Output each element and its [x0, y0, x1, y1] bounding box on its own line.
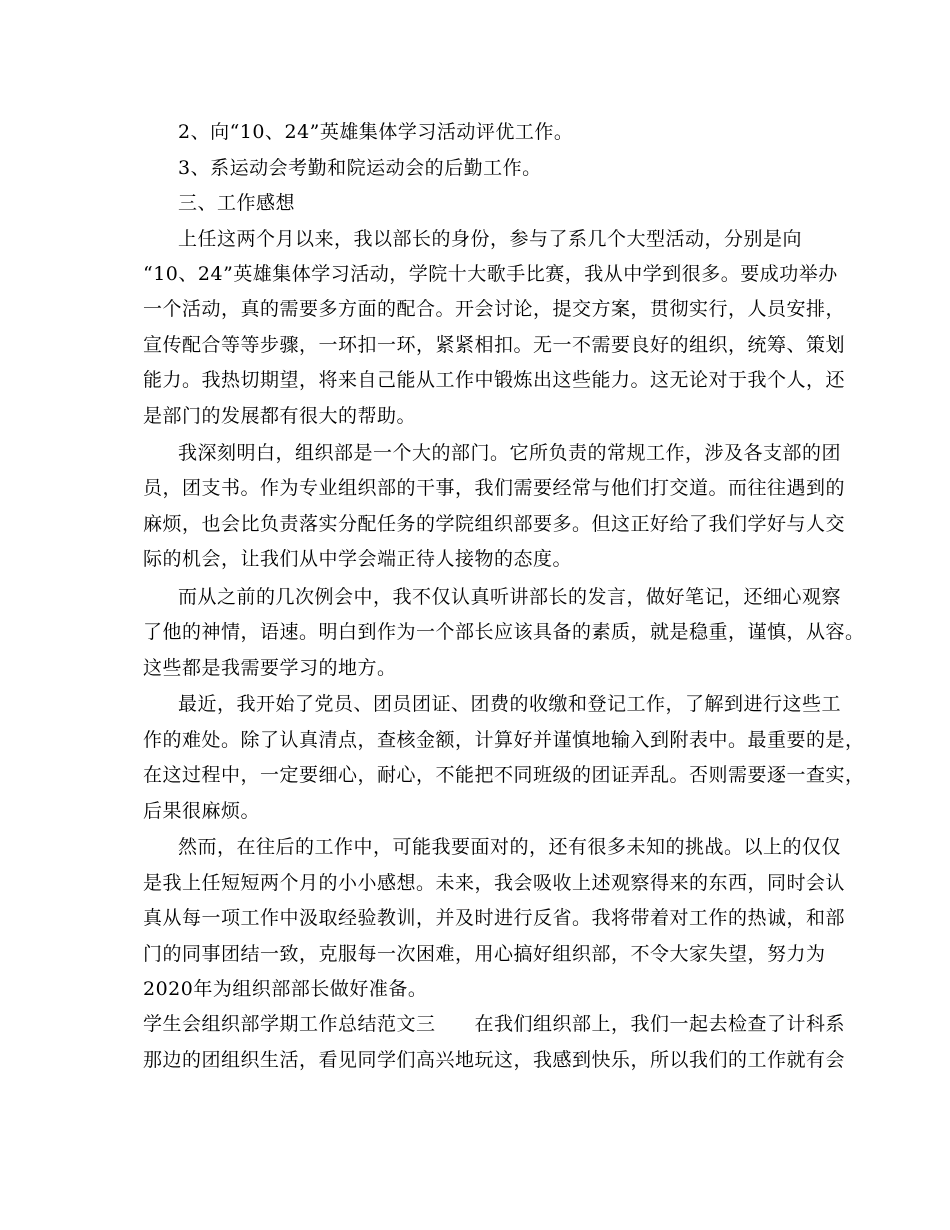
text-line: 后果很麻烦。: [143, 800, 261, 822]
text-line: 作的难处。除了认真清点，查核金额，计算好并谨慎地输入到附表中。最重要的是，: [143, 729, 865, 751]
text-line: 是部门的发展都有很大的帮助。: [143, 405, 417, 427]
text-line: 那边的团组织生活，看见同学们高兴地玩这，我感到快乐，所以我们的工作就有会: [143, 1049, 846, 1071]
text-line: 而从之前的几次例会中，我不仅认真听讲部长的发言，做好笔记，还细心观察: [178, 586, 842, 608]
text-line: 在这过程中，一定要细心，耐心，不能把不同班级的团证弄乱。否则需要逐一查实，: [143, 764, 865, 786]
text-line: 这些都是我需要学习的地方。: [143, 657, 397, 679]
text-line: “10、24”英雄集体学习活动，学院十大歌手比赛，我从中学到很多。要成功举办: [143, 263, 838, 285]
text-line: 员，团支书。作为专业组织部的干事，我们需要经常与他们打交道。而往往遇到的: [143, 477, 846, 499]
text-line: 能力。我热切期望，将来自己能从工作中锻炼出这些能力。这无论对于我个人，还: [143, 369, 846, 391]
text-line: 上任这两个月以来，我以部长的身份，参与了系几个大型活动，分别是向: [178, 228, 803, 250]
text-line: 麻烦，也会比负责落实分配任务的学院组织部要多。但这正好给了我们学好与人交: [143, 513, 846, 535]
text-line: 了他的神情，语速。明白到作为一个部长应该具备的素质，就是稳重，谨慎，从容。: [143, 621, 865, 643]
section-heading: 三、工作感想: [178, 192, 296, 214]
text-line: 我深刻明白，组织部是一个大的部门。它所负责的常规工作，涉及各支部的团: [178, 442, 842, 464]
text-line: 一个活动，真的需要多方面的配合。开会讨论，提交方案，贯彻实行，人员安排，: [143, 298, 846, 320]
text-line: 宣传配合等等步骤，一环扣一环，紧紧相扣。无一不需要良好的组织，统筹、策划: [143, 334, 846, 356]
text-line: 是我上任短短两个月的小小感想。未来，我会吸收上述观察得来的东西，同时会认: [143, 872, 846, 894]
text-line: 2020年为组织部部长做好准备。: [143, 978, 428, 1000]
text-line: 真从每一项工作中汲取经验教训，并及时进行反省。我将带着对工作的热诚，和部: [143, 907, 846, 929]
text-line: 学生会组织部学期工作总结范文三 在我们组织部上，我们一起去检查了计科系: [143, 1013, 846, 1035]
text-line: 门的同事团结一致，克服每一次困难，用心搞好组织部，不令大家失望，努力为: [143, 943, 826, 965]
text-line: 际的机会，让我们从中学会端正待人接物的态度。: [143, 548, 573, 570]
text-line: 3、系运动会考勤和院运动会的后勤工作。: [178, 157, 542, 179]
text-line: 然而，在往后的工作中，可能我要面对的，还有很多未知的挑战。以上的仅仅: [178, 836, 842, 858]
text-line: 最近，我开始了党员、团员团证、团费的收缴和登记工作，了解到进行这些工: [178, 693, 842, 715]
text-line: 2、向“10、24”英雄集体学习活动评优工作。: [178, 121, 574, 143]
